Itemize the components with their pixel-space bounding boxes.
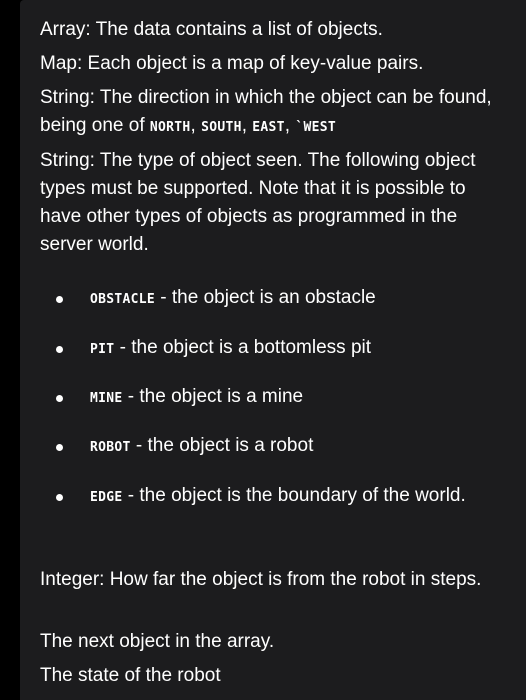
- direction-south: SOUTH: [201, 120, 242, 135]
- list-item-mine: [70, 383, 500, 413]
- list-item-edge: [70, 482, 500, 512]
- object-type-code: ROBOT: [90, 440, 131, 455]
- direction-description: String: The direction in which the object can be found, being one of NORTH, SOUTH, EAST, `WEST: [40, 87, 492, 136]
- list-item-robot: [70, 432, 500, 462]
- object-type-desc: - the object is a mine: [122, 386, 304, 407]
- integer-description: Integer: How far the object is from the robot in steps.: [40, 569, 482, 590]
- robot-state-description: The state of the robot: [40, 665, 221, 686]
- next-object-description: The next object in the array.: [40, 631, 275, 652]
- bullet-icon: [56, 444, 63, 451]
- object-type-desc: - the object is a robot: [130, 435, 314, 456]
- array-description: Array: The data contains a list of objects.: [40, 19, 383, 40]
- type-description: String: The type of object seen. The following object types must be supported. Note that it is possible to have other types of objects as programmed in the server world.: [40, 150, 476, 255]
- direction-north: NORTH: [149, 120, 191, 135]
- direction-west: `WEST: [295, 120, 336, 135]
- object-type-desc: - the object is an obstacle: [155, 287, 376, 308]
- object-type-code: OBSTACLE: [90, 292, 156, 307]
- map-description: Map: Each object is a map of key-value pairs.: [40, 53, 424, 74]
- bullet-icon: [56, 296, 63, 303]
- bullet-icon: [56, 494, 63, 501]
- object-type-desc: - the object is a bottomless pit: [114, 337, 372, 358]
- object-type-code: EDGE: [90, 490, 123, 505]
- bullet-icon: [56, 395, 63, 402]
- bullet-icon: [56, 346, 63, 353]
- object-type-desc: - the object is the boundary of the world.: [122, 485, 466, 506]
- direction-description-text: String: The direction in which the object can be found, being one of: [40, 87, 492, 136]
- object-type-code: MINE: [90, 391, 123, 406]
- list-item-pit: [70, 334, 500, 364]
- direction-east: EAST: [252, 120, 285, 135]
- object-type-code: PIT: [90, 342, 115, 357]
- list-item-obstacle: [70, 284, 500, 314]
